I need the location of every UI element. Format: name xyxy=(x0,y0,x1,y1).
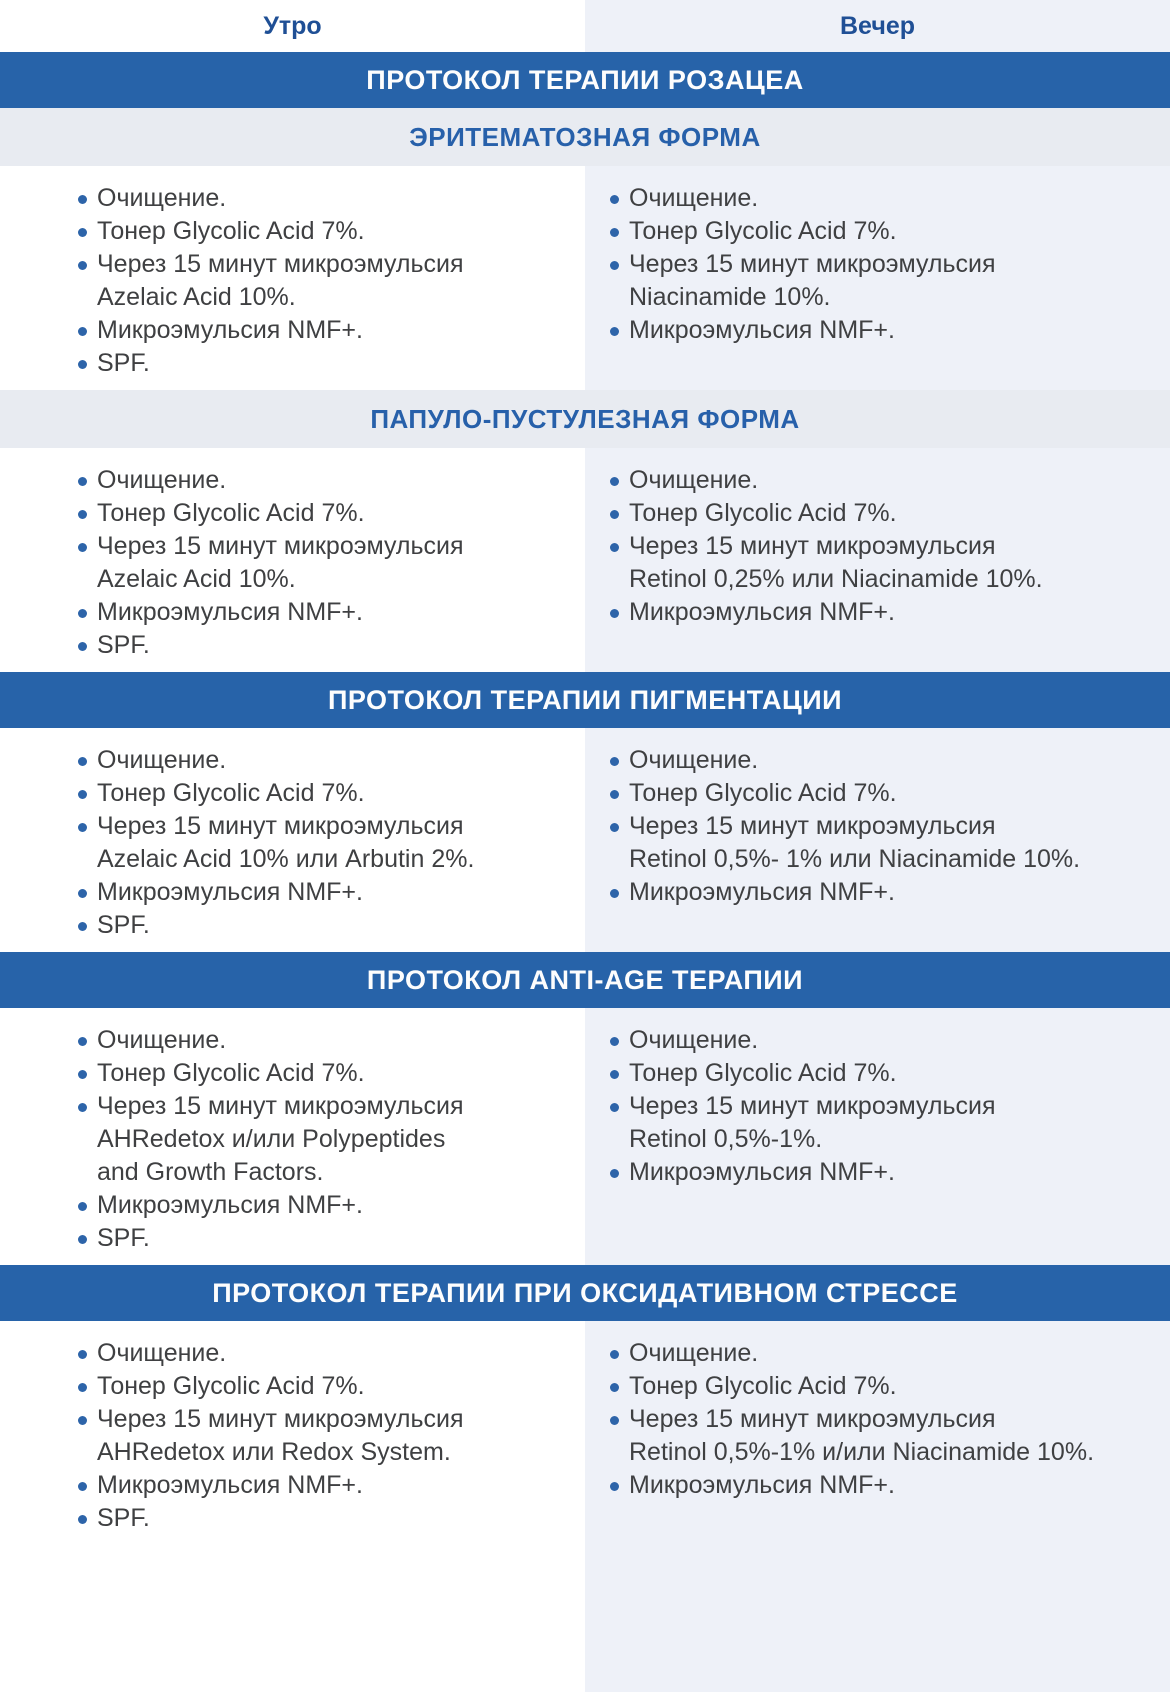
list-item xyxy=(78,1222,585,1255)
bullet-icon xyxy=(610,790,619,799)
list-item-text: Микроэмульсия NMF+. xyxy=(97,1471,363,1499)
list-item-text: Очищение. xyxy=(629,466,759,494)
protocol-row-antiage xyxy=(0,1008,1170,1265)
bullet-icon xyxy=(78,823,87,832)
list-item xyxy=(610,248,1170,314)
list-item-text: Очищение. xyxy=(629,1339,759,1367)
bullet-icon xyxy=(610,1482,619,1491)
evening-list xyxy=(610,448,1170,639)
list-item-text: Тонер Glycolic Acid 7%. xyxy=(97,1372,365,1400)
bullet-icon xyxy=(78,360,87,369)
evening-column xyxy=(585,1321,1170,1692)
bullet-icon xyxy=(610,543,619,552)
morning-list xyxy=(78,728,585,952)
bullet-icon xyxy=(78,1070,87,1079)
list-item xyxy=(610,1337,1170,1370)
bullet-icon xyxy=(610,510,619,519)
morning-column xyxy=(0,166,585,390)
list-item-text: Тонер Glycolic Acid 7%. xyxy=(97,1059,365,1087)
list-item xyxy=(78,1370,585,1403)
list-item xyxy=(610,1057,1170,1090)
list-item-text: Микроэмульсия NMF+. xyxy=(97,316,363,344)
list-item xyxy=(78,876,585,909)
evening-list xyxy=(610,166,1170,357)
list-item-text: Тонер Glycolic Acid 7%. xyxy=(97,217,365,245)
list-item-text: Микроэмульсия NMF+. xyxy=(629,316,895,344)
list-item xyxy=(610,464,1170,497)
list-item-text: Через 15 минут микроэмульсия Azelaic Acid 10% или Arbutin 2%. xyxy=(97,812,475,873)
bullet-icon xyxy=(610,1070,619,1079)
list-item xyxy=(610,1156,1170,1189)
list-item-text: Через 15 минут микроэмульсия Retinol 0,5%-1% и/или Niacinamide 10%. xyxy=(629,1405,1095,1466)
bullet-icon xyxy=(610,1350,619,1359)
evening-list xyxy=(610,728,1170,919)
list-item-text: Очищение. xyxy=(97,466,227,494)
morning-list xyxy=(78,1008,585,1265)
subsection-band-erythematous: ЭРИТЕМАТОЗНАЯ ФОРМА xyxy=(0,108,1170,166)
bullet-icon xyxy=(78,1350,87,1359)
bullet-icon xyxy=(78,1515,87,1524)
list-item xyxy=(78,810,585,876)
column-header-evening: Вечер xyxy=(585,0,1170,52)
bullet-icon xyxy=(78,1383,87,1392)
list-item-text: Микроэмульсия NMF+. xyxy=(629,598,895,626)
evening-column xyxy=(585,728,1170,952)
bullet-icon xyxy=(78,195,87,204)
evening-list xyxy=(610,1321,1170,1512)
bullet-icon xyxy=(78,1482,87,1491)
list-item-text: SPF. xyxy=(97,911,150,939)
list-item-text: Через 15 минут микроэмульсия Azelaic Acid 10%. xyxy=(97,250,464,311)
list-item xyxy=(78,777,585,810)
column-headers xyxy=(0,0,1170,52)
list-item xyxy=(610,744,1170,777)
bullet-icon xyxy=(610,228,619,237)
bullet-icon xyxy=(78,1037,87,1046)
evening-list xyxy=(610,1008,1170,1199)
bullet-icon xyxy=(78,922,87,931)
bullet-icon xyxy=(78,510,87,519)
list-item xyxy=(610,810,1170,876)
bullet-icon xyxy=(610,757,619,766)
list-item-text: SPF. xyxy=(97,1224,150,1252)
list-item xyxy=(78,464,585,497)
list-item-text: Микроэмульсия NMF+. xyxy=(97,1191,363,1219)
list-item-text: Через 15 минут микроэмульсия Retinol 0,25% или Niacinamide 10%. xyxy=(629,532,1043,593)
bullet-icon xyxy=(78,609,87,618)
list-item-text: SPF. xyxy=(97,1504,150,1532)
list-item xyxy=(78,596,585,629)
list-item xyxy=(78,1403,585,1469)
list-item xyxy=(78,497,585,530)
morning-list xyxy=(78,1321,585,1545)
list-item xyxy=(78,1469,585,1502)
list-item xyxy=(78,744,585,777)
list-item xyxy=(610,596,1170,629)
bullet-icon xyxy=(610,1103,619,1112)
list-item-text: SPF. xyxy=(97,631,150,659)
list-item-text: Микроэмульсия NMF+. xyxy=(97,878,363,906)
list-item-text: Очищение. xyxy=(97,746,227,774)
list-item xyxy=(78,248,585,314)
list-item xyxy=(610,876,1170,909)
bullet-icon xyxy=(610,889,619,898)
list-item-text: Через 15 минут микроэмульсия AHRedetox и/или Polypeptides and Growth Factors. xyxy=(97,1092,464,1186)
section-banner-pigmentation: ПРОТОКОЛ ТЕРАПИИ ПИГМЕНТАЦИИ xyxy=(0,672,1170,728)
section-banner-oxidative-stress: ПРОТОКОЛ ТЕРАПИИ ПРИ ОКСИДАТИВНОМ СТРЕССЕ xyxy=(0,1265,1170,1321)
bullet-icon xyxy=(78,1235,87,1244)
bullet-icon xyxy=(610,609,619,618)
morning-list xyxy=(78,166,585,390)
list-item-text: Тонер Glycolic Acid 7%. xyxy=(629,217,897,245)
list-item-text: Тонер Glycolic Acid 7%. xyxy=(97,499,365,527)
bullet-icon xyxy=(610,477,619,486)
list-item xyxy=(610,1024,1170,1057)
section-banner-antiage: ПРОТОКОЛ ANTI-AGE ТЕРАПИИ xyxy=(0,952,1170,1008)
bullet-icon xyxy=(78,543,87,552)
list-item xyxy=(78,1057,585,1090)
list-item xyxy=(78,347,585,380)
list-item xyxy=(610,1090,1170,1156)
morning-column xyxy=(0,728,585,952)
morning-column xyxy=(0,448,585,672)
list-item-text: Тонер Glycolic Acid 7%. xyxy=(97,779,365,807)
list-item-text: Микроэмульсия NMF+. xyxy=(629,1471,895,1499)
bullet-icon xyxy=(610,1037,619,1046)
list-item-text: Очищение. xyxy=(629,1026,759,1054)
list-item xyxy=(78,530,585,596)
list-item xyxy=(78,1189,585,1222)
bullet-icon xyxy=(78,642,87,651)
bullet-icon xyxy=(78,261,87,270)
list-item-text: Через 15 минут микроэмульсия Retinol 0,5%-1%. xyxy=(629,1092,996,1153)
evening-column xyxy=(585,166,1170,390)
bullet-icon xyxy=(610,1383,619,1392)
list-item xyxy=(610,1370,1170,1403)
list-item xyxy=(78,1024,585,1057)
section-banner-rosacea: ПРОТОКОЛ ТЕРАПИИ РОЗАЦЕА xyxy=(0,52,1170,108)
bullet-icon xyxy=(78,790,87,799)
morning-list xyxy=(78,448,585,672)
bullet-icon xyxy=(78,1202,87,1211)
bullet-icon xyxy=(78,889,87,898)
bullet-icon xyxy=(78,1103,87,1112)
list-item-text: Очищение. xyxy=(97,1026,227,1054)
bullet-icon xyxy=(610,1169,619,1178)
morning-column xyxy=(0,1008,585,1265)
list-item xyxy=(78,1502,585,1535)
list-item-text: Тонер Glycolic Acid 7%. xyxy=(629,1372,897,1400)
list-item xyxy=(78,215,585,248)
evening-column xyxy=(585,1008,1170,1265)
protocol-row-erythematous xyxy=(0,166,1170,390)
list-item xyxy=(78,314,585,347)
list-item-text: Очищение. xyxy=(97,184,227,212)
protocol-row-papulopustular xyxy=(0,448,1170,672)
bullet-icon xyxy=(610,1416,619,1425)
list-item xyxy=(78,629,585,662)
list-item xyxy=(610,497,1170,530)
list-item-text: Очищение. xyxy=(97,1339,227,1367)
list-item-text: Тонер Glycolic Acid 7%. xyxy=(629,1059,897,1087)
list-item xyxy=(78,1337,585,1370)
bullet-icon xyxy=(610,261,619,270)
bullet-icon xyxy=(78,327,87,336)
list-item-text: Через 15 минут микроэмульсия AHRedetox или Redox System. xyxy=(97,1405,464,1466)
bullet-icon xyxy=(78,1416,87,1425)
bullet-icon xyxy=(78,757,87,766)
list-item-text: SPF. xyxy=(97,349,150,377)
list-item-text: Тонер Glycolic Acid 7%. xyxy=(629,779,897,807)
list-item-text: Через 15 минут микроэмульсия Niacinamide 10%. xyxy=(629,250,996,311)
protocol-row-pigmentation xyxy=(0,728,1170,952)
list-item-text: Тонер Glycolic Acid 7%. xyxy=(629,499,897,527)
list-item xyxy=(610,530,1170,596)
bullet-icon xyxy=(78,228,87,237)
list-item-text: Очищение. xyxy=(629,184,759,212)
list-item-text: Микроэмульсия NMF+. xyxy=(629,1158,895,1186)
list-item xyxy=(610,1469,1170,1502)
list-item xyxy=(78,909,585,942)
list-item xyxy=(78,1090,585,1189)
bullet-icon xyxy=(610,327,619,336)
list-item-text: Через 15 минут микроэмульсия Azelaic Acid 10%. xyxy=(97,532,464,593)
protocol-row-oxidative-stress xyxy=(0,1321,1170,1692)
list-item xyxy=(78,182,585,215)
list-item xyxy=(610,215,1170,248)
list-item xyxy=(610,314,1170,347)
subsection-band-papulopustular: ПАПУЛО-ПУСТУЛЕЗНАЯ ФОРМА xyxy=(0,390,1170,448)
list-item xyxy=(610,182,1170,215)
bullet-icon xyxy=(610,823,619,832)
morning-column xyxy=(0,1321,585,1692)
bullet-icon xyxy=(78,477,87,486)
list-item xyxy=(610,1403,1170,1469)
column-header-morning: Утро xyxy=(0,0,585,52)
evening-column xyxy=(585,448,1170,672)
list-item-text: Микроэмульсия NMF+. xyxy=(629,878,895,906)
list-item xyxy=(610,777,1170,810)
bullet-icon xyxy=(610,195,619,204)
list-item-text: Через 15 минут микроэмульсия Retinol 0,5%- 1% или Niacinamide 10%. xyxy=(629,812,1081,873)
list-item-text: Очищение. xyxy=(629,746,759,774)
list-item-text: Микроэмульсия NMF+. xyxy=(97,598,363,626)
